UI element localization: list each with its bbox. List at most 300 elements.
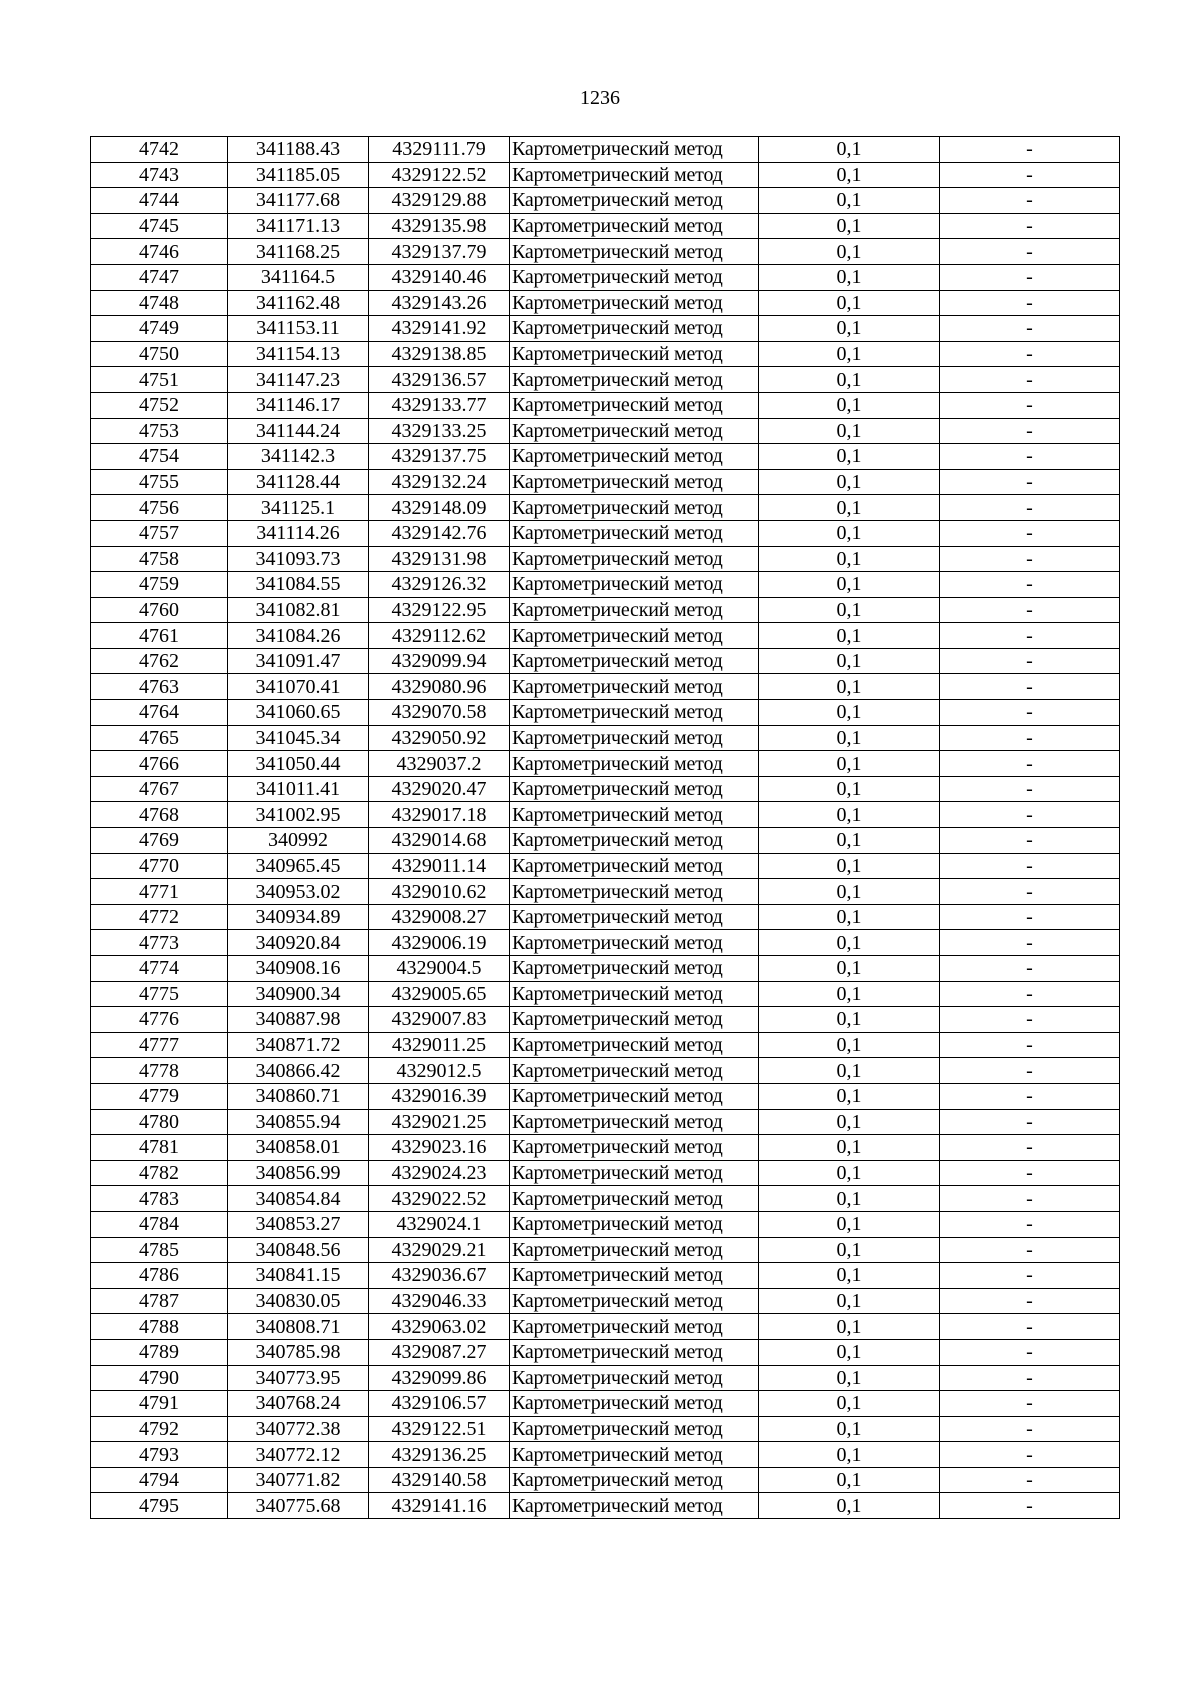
point-number-cell: 4759 [91, 572, 228, 598]
y-coordinate-cell: 4329099.94 [369, 648, 510, 674]
x-coordinate-cell: 340908.16 [228, 956, 369, 982]
method-cell: Картометрический метод [510, 213, 759, 239]
accuracy-cell: 0,1 [759, 725, 940, 751]
point-number-cell: 4763 [91, 674, 228, 700]
table-row [91, 623, 1120, 649]
x-coordinate-cell: 341084.26 [228, 623, 369, 649]
method-cell: Картометрический метод [510, 316, 759, 342]
point-number-cell: 4795 [91, 1493, 228, 1519]
table-row [91, 956, 1120, 982]
x-coordinate-cell: 341153.11 [228, 316, 369, 342]
note-cell: - [940, 341, 1120, 367]
accuracy-cell: 0,1 [759, 597, 940, 623]
method-cell: Картометрический метод [510, 700, 759, 726]
method-cell: Картометрический метод [510, 1314, 759, 1340]
note-cell: - [940, 853, 1120, 879]
accuracy-cell: 0,1 [759, 674, 940, 700]
note-cell: - [940, 1083, 1120, 1109]
y-coordinate-cell: 4329012.5 [369, 1058, 510, 1084]
y-coordinate-cell: 4329005.65 [369, 981, 510, 1007]
y-coordinate-cell: 4329036.67 [369, 1263, 510, 1289]
accuracy-cell: 0,1 [759, 392, 940, 418]
note-cell: - [940, 213, 1120, 239]
note-cell: - [940, 239, 1120, 265]
accuracy-cell: 0,1 [759, 1160, 940, 1186]
method-cell: Картометрический метод [510, 623, 759, 649]
method-cell: Картометрический метод [510, 904, 759, 930]
table-row [91, 751, 1120, 777]
accuracy-cell: 0,1 [759, 341, 940, 367]
x-coordinate-cell: 340768.24 [228, 1391, 369, 1417]
note-cell: - [940, 700, 1120, 726]
coordinates-table [90, 136, 1120, 1519]
x-coordinate-cell: 340856.99 [228, 1160, 369, 1186]
table-row [91, 290, 1120, 316]
accuracy-cell: 0,1 [759, 367, 940, 393]
table-row [91, 700, 1120, 726]
point-number-cell: 4745 [91, 213, 228, 239]
table-row [91, 1135, 1120, 1161]
point-number-cell: 4787 [91, 1288, 228, 1314]
x-coordinate-cell: 341168.25 [228, 239, 369, 265]
accuracy-cell: 0,1 [759, 1442, 940, 1468]
note-cell: - [940, 1416, 1120, 1442]
table-row [91, 1083, 1120, 1109]
y-coordinate-cell: 4329046.33 [369, 1288, 510, 1314]
coordinates-table-body [91, 137, 1120, 1519]
accuracy-cell: 0,1 [759, 1058, 940, 1084]
point-number-cell: 4747 [91, 264, 228, 290]
x-coordinate-cell: 341045.34 [228, 725, 369, 751]
y-coordinate-cell: 4329132.24 [369, 469, 510, 495]
x-coordinate-cell: 340785.98 [228, 1339, 369, 1365]
note-cell: - [940, 1007, 1120, 1033]
point-number-cell: 4749 [91, 316, 228, 342]
note-cell: - [940, 597, 1120, 623]
method-cell: Картометрический метод [510, 1493, 759, 1519]
point-number-cell: 4761 [91, 623, 228, 649]
note-cell: - [940, 137, 1120, 163]
accuracy-cell: 0,1 [759, 1007, 940, 1033]
table-row [91, 367, 1120, 393]
method-cell: Картометрический метод [510, 392, 759, 418]
note-cell: - [940, 930, 1120, 956]
table-row [91, 546, 1120, 572]
x-coordinate-cell: 340830.05 [228, 1288, 369, 1314]
note-cell: - [940, 1467, 1120, 1493]
note-cell: - [940, 1288, 1120, 1314]
method-cell: Картометрический метод [510, 1467, 759, 1493]
y-coordinate-cell: 4329014.68 [369, 828, 510, 854]
y-coordinate-cell: 4329140.46 [369, 264, 510, 290]
table-row [91, 1109, 1120, 1135]
accuracy-cell: 0,1 [759, 444, 940, 470]
x-coordinate-cell: 341093.73 [228, 546, 369, 572]
y-coordinate-cell: 4329037.2 [369, 751, 510, 777]
method-cell: Картометрический метод [510, 1083, 759, 1109]
method-cell: Картометрический метод [510, 137, 759, 163]
y-coordinate-cell: 4329099.86 [369, 1365, 510, 1391]
table-row [91, 1493, 1120, 1519]
y-coordinate-cell: 4329143.26 [369, 290, 510, 316]
x-coordinate-cell: 341114.26 [228, 520, 369, 546]
y-coordinate-cell: 4329024.1 [369, 1211, 510, 1237]
method-cell: Картометрический метод [510, 648, 759, 674]
accuracy-cell: 0,1 [759, 802, 940, 828]
note-cell: - [940, 392, 1120, 418]
y-coordinate-cell: 4329008.27 [369, 904, 510, 930]
table-row [91, 725, 1120, 751]
x-coordinate-cell: 340860.71 [228, 1083, 369, 1109]
note-cell: - [940, 674, 1120, 700]
point-number-cell: 4766 [91, 751, 228, 777]
x-coordinate-cell: 341002.95 [228, 802, 369, 828]
method-cell: Картометрический метод [510, 264, 759, 290]
point-number-cell: 4790 [91, 1365, 228, 1391]
y-coordinate-cell: 4329070.58 [369, 700, 510, 726]
accuracy-cell: 0,1 [759, 1339, 940, 1365]
point-number-cell: 4765 [91, 725, 228, 751]
point-number-cell: 4764 [91, 700, 228, 726]
y-coordinate-cell: 4329148.09 [369, 495, 510, 521]
table-row [91, 1314, 1120, 1340]
x-coordinate-cell: 341147.23 [228, 367, 369, 393]
accuracy-cell: 0,1 [759, 1416, 940, 1442]
table-row [91, 418, 1120, 444]
point-number-cell: 4782 [91, 1160, 228, 1186]
x-coordinate-cell: 340965.45 [228, 853, 369, 879]
method-cell: Картометрический метод [510, 1442, 759, 1468]
note-cell: - [940, 188, 1120, 214]
table-row [91, 981, 1120, 1007]
note-cell: - [940, 546, 1120, 572]
note-cell: - [940, 1032, 1120, 1058]
table-row [91, 188, 1120, 214]
method-cell: Картометрический метод [510, 1186, 759, 1212]
accuracy-cell: 0,1 [759, 1493, 940, 1519]
table-row [91, 1186, 1120, 1212]
x-coordinate-cell: 341144.24 [228, 418, 369, 444]
method-cell: Картометрический метод [510, 520, 759, 546]
method-cell: Картометрический метод [510, 1237, 759, 1263]
method-cell: Картометрический метод [510, 495, 759, 521]
page-number: 1236 [580, 87, 620, 109]
note-cell: - [940, 495, 1120, 521]
table-row [91, 1032, 1120, 1058]
accuracy-cell: 0,1 [759, 1391, 940, 1417]
accuracy-cell: 0,1 [759, 1211, 940, 1237]
x-coordinate-cell: 340773.95 [228, 1365, 369, 1391]
x-coordinate-cell: 340855.94 [228, 1109, 369, 1135]
point-number-cell: 4762 [91, 648, 228, 674]
y-coordinate-cell: 4329050.92 [369, 725, 510, 751]
x-coordinate-cell: 341011.41 [228, 776, 369, 802]
method-cell: Картометрический метод [510, 1391, 759, 1417]
note-cell: - [940, 828, 1120, 854]
y-coordinate-cell: 4329141.16 [369, 1493, 510, 1519]
method-cell: Картометрический метод [510, 597, 759, 623]
method-cell: Картометрический метод [510, 981, 759, 1007]
accuracy-cell: 0,1 [759, 572, 940, 598]
x-coordinate-cell: 340848.56 [228, 1237, 369, 1263]
table-row [91, 341, 1120, 367]
table-row [91, 444, 1120, 470]
x-coordinate-cell: 341128.44 [228, 469, 369, 495]
accuracy-cell: 0,1 [759, 1032, 940, 1058]
y-coordinate-cell: 4329087.27 [369, 1339, 510, 1365]
accuracy-cell: 0,1 [759, 239, 940, 265]
accuracy-cell: 0,1 [759, 1135, 940, 1161]
table-row [91, 316, 1120, 342]
note-cell: - [940, 1109, 1120, 1135]
method-cell: Картометрический метод [510, 1135, 759, 1161]
method-cell: Картометрический метод [510, 418, 759, 444]
point-number-cell: 4775 [91, 981, 228, 1007]
accuracy-cell: 0,1 [759, 1186, 940, 1212]
note-cell: - [940, 418, 1120, 444]
x-coordinate-cell: 341188.43 [228, 137, 369, 163]
y-coordinate-cell: 4329122.51 [369, 1416, 510, 1442]
table-row [91, 674, 1120, 700]
point-number-cell: 4785 [91, 1237, 228, 1263]
x-coordinate-cell: 341177.68 [228, 188, 369, 214]
point-number-cell: 4746 [91, 239, 228, 265]
point-number-cell: 4755 [91, 469, 228, 495]
x-coordinate-cell: 340900.34 [228, 981, 369, 1007]
point-number-cell: 4771 [91, 879, 228, 905]
accuracy-cell: 0,1 [759, 162, 940, 188]
y-coordinate-cell: 4329080.96 [369, 674, 510, 700]
method-cell: Картометрический метод [510, 290, 759, 316]
y-coordinate-cell: 4329138.85 [369, 341, 510, 367]
accuracy-cell: 0,1 [759, 1467, 940, 1493]
point-number-cell: 4744 [91, 188, 228, 214]
x-coordinate-cell: 340858.01 [228, 1135, 369, 1161]
note-cell: - [940, 802, 1120, 828]
accuracy-cell: 0,1 [759, 828, 940, 854]
x-coordinate-cell: 340772.38 [228, 1416, 369, 1442]
x-coordinate-cell: 341070.41 [228, 674, 369, 700]
y-coordinate-cell: 4329133.77 [369, 392, 510, 418]
x-coordinate-cell: 341060.65 [228, 700, 369, 726]
method-cell: Картометрический метод [510, 469, 759, 495]
table-row [91, 776, 1120, 802]
accuracy-cell: 0,1 [759, 853, 940, 879]
y-coordinate-cell: 4329141.92 [369, 316, 510, 342]
method-cell: Картометрический метод [510, 1211, 759, 1237]
y-coordinate-cell: 4329011.25 [369, 1032, 510, 1058]
table-row [91, 828, 1120, 854]
note-cell: - [940, 751, 1120, 777]
x-coordinate-cell: 340853.27 [228, 1211, 369, 1237]
point-number-cell: 4778 [91, 1058, 228, 1084]
point-number-cell: 4783 [91, 1186, 228, 1212]
method-cell: Картометрический метод [510, 828, 759, 854]
y-coordinate-cell: 4329136.25 [369, 1442, 510, 1468]
y-coordinate-cell: 4329129.88 [369, 188, 510, 214]
y-coordinate-cell: 4329022.52 [369, 1186, 510, 1212]
x-coordinate-cell: 340808.71 [228, 1314, 369, 1340]
x-coordinate-cell: 341162.48 [228, 290, 369, 316]
x-coordinate-cell: 340934.89 [228, 904, 369, 930]
y-coordinate-cell: 4329137.75 [369, 444, 510, 470]
accuracy-cell: 0,1 [759, 213, 940, 239]
table-row [91, 137, 1120, 163]
x-coordinate-cell: 341185.05 [228, 162, 369, 188]
accuracy-cell: 0,1 [759, 495, 940, 521]
accuracy-cell: 0,1 [759, 264, 940, 290]
point-number-cell: 4756 [91, 495, 228, 521]
y-coordinate-cell: 4329122.52 [369, 162, 510, 188]
note-cell: - [940, 623, 1120, 649]
x-coordinate-cell: 341146.17 [228, 392, 369, 418]
point-number-cell: 4769 [91, 828, 228, 854]
method-cell: Картометрический метод [510, 1007, 759, 1033]
x-coordinate-cell: 340871.72 [228, 1032, 369, 1058]
x-coordinate-cell: 341125.1 [228, 495, 369, 521]
accuracy-cell: 0,1 [759, 418, 940, 444]
point-number-cell: 4774 [91, 956, 228, 982]
point-number-cell: 4792 [91, 1416, 228, 1442]
note-cell: - [940, 1391, 1120, 1417]
point-number-cell: 4751 [91, 367, 228, 393]
note-cell: - [940, 444, 1120, 470]
y-coordinate-cell: 4329006.19 [369, 930, 510, 956]
y-coordinate-cell: 4329017.18 [369, 802, 510, 828]
point-number-cell: 4789 [91, 1339, 228, 1365]
note-cell: - [940, 1058, 1120, 1084]
method-cell: Картометрический метод [510, 1288, 759, 1314]
note-cell: - [940, 572, 1120, 598]
method-cell: Картометрический метод [510, 1032, 759, 1058]
method-cell: Картометрический метод [510, 1365, 759, 1391]
accuracy-cell: 0,1 [759, 469, 940, 495]
y-coordinate-cell: 4329122.95 [369, 597, 510, 623]
point-number-cell: 4754 [91, 444, 228, 470]
method-cell: Картометрический метод [510, 725, 759, 751]
x-coordinate-cell: 340887.98 [228, 1007, 369, 1033]
point-number-cell: 4743 [91, 162, 228, 188]
y-coordinate-cell: 4329112.62 [369, 623, 510, 649]
method-cell: Картометрический метод [510, 674, 759, 700]
note-cell: - [940, 264, 1120, 290]
method-cell: Картометрический метод [510, 572, 759, 598]
point-number-cell: 4781 [91, 1135, 228, 1161]
point-number-cell: 4742 [91, 137, 228, 163]
table-row [91, 1391, 1120, 1417]
x-coordinate-cell: 340772.12 [228, 1442, 369, 1468]
table-row [91, 1160, 1120, 1186]
y-coordinate-cell: 4329135.98 [369, 213, 510, 239]
y-coordinate-cell: 4329021.25 [369, 1109, 510, 1135]
y-coordinate-cell: 4329111.79 [369, 137, 510, 163]
x-coordinate-cell: 340771.82 [228, 1467, 369, 1493]
point-number-cell: 4768 [91, 802, 228, 828]
y-coordinate-cell: 4329142.76 [369, 520, 510, 546]
accuracy-cell: 0,1 [759, 546, 940, 572]
method-cell: Картометрический метод [510, 776, 759, 802]
point-number-cell: 4794 [91, 1467, 228, 1493]
note-cell: - [940, 1493, 1120, 1519]
table-row [91, 1365, 1120, 1391]
accuracy-cell: 0,1 [759, 1288, 940, 1314]
y-coordinate-cell: 4329010.62 [369, 879, 510, 905]
note-cell: - [940, 1314, 1120, 1340]
note-cell: - [940, 879, 1120, 905]
y-coordinate-cell: 4329024.23 [369, 1160, 510, 1186]
accuracy-cell: 0,1 [759, 904, 940, 930]
note-cell: - [940, 956, 1120, 982]
note-cell: - [940, 1160, 1120, 1186]
table-row [91, 1237, 1120, 1263]
accuracy-cell: 0,1 [759, 188, 940, 214]
table-row [91, 802, 1120, 828]
note-cell: - [940, 1365, 1120, 1391]
y-coordinate-cell: 4329106.57 [369, 1391, 510, 1417]
table-row [91, 904, 1120, 930]
accuracy-cell: 0,1 [759, 1109, 940, 1135]
point-number-cell: 4788 [91, 1314, 228, 1340]
point-number-cell: 4757 [91, 520, 228, 546]
note-cell: - [940, 648, 1120, 674]
method-cell: Картометрический метод [510, 1263, 759, 1289]
x-coordinate-cell: 341142.3 [228, 444, 369, 470]
accuracy-cell: 0,1 [759, 700, 940, 726]
table-row [91, 1467, 1120, 1493]
method-cell: Картометрический метод [510, 162, 759, 188]
table-row [91, 1416, 1120, 1442]
y-coordinate-cell: 4329007.83 [369, 1007, 510, 1033]
note-cell: - [940, 1263, 1120, 1289]
method-cell: Картометрический метод [510, 546, 759, 572]
table-row [91, 930, 1120, 956]
note-cell: - [940, 904, 1120, 930]
y-coordinate-cell: 4329133.25 [369, 418, 510, 444]
method-cell: Картометрический метод [510, 751, 759, 777]
note-cell: - [940, 981, 1120, 1007]
table-row [91, 392, 1120, 418]
point-number-cell: 4772 [91, 904, 228, 930]
note-cell: - [940, 776, 1120, 802]
accuracy-cell: 0,1 [759, 290, 940, 316]
accuracy-cell: 0,1 [759, 1365, 940, 1391]
table-row [91, 495, 1120, 521]
method-cell: Картометрический метод [510, 802, 759, 828]
table-row [91, 469, 1120, 495]
point-number-cell: 4750 [91, 341, 228, 367]
table-row [91, 572, 1120, 598]
x-coordinate-cell: 340992 [228, 828, 369, 854]
accuracy-cell: 0,1 [759, 1237, 940, 1263]
x-coordinate-cell: 340775.68 [228, 1493, 369, 1519]
method-cell: Картометрический метод [510, 188, 759, 214]
method-cell: Картометрический метод [510, 1339, 759, 1365]
note-cell: - [940, 1237, 1120, 1263]
x-coordinate-cell: 340953.02 [228, 879, 369, 905]
point-number-cell: 4773 [91, 930, 228, 956]
table-row [91, 1288, 1120, 1314]
table-row [91, 1007, 1120, 1033]
method-cell: Картометрический метод [510, 1109, 759, 1135]
table-row [91, 1263, 1120, 1289]
note-cell: - [940, 1339, 1120, 1365]
x-coordinate-cell: 341171.13 [228, 213, 369, 239]
point-number-cell: 4793 [91, 1442, 228, 1468]
point-number-cell: 4784 [91, 1211, 228, 1237]
method-cell: Картометрический метод [510, 853, 759, 879]
accuracy-cell: 0,1 [759, 751, 940, 777]
y-coordinate-cell: 4329126.32 [369, 572, 510, 598]
